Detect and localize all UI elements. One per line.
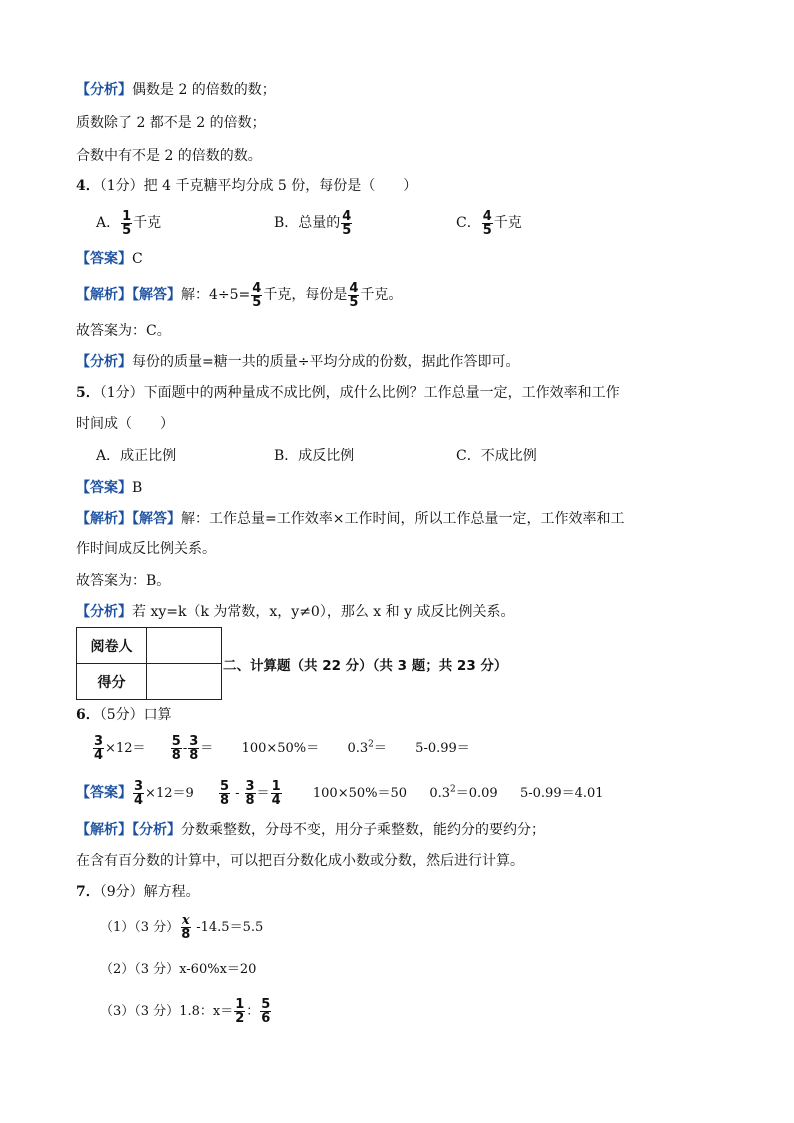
q6-answer-5: 5-0.99＝4.01 [519,786,604,801]
q4-analysis: 【分析】每份的质量=糖一共的质量÷平均分成的份数，据此作答即可。 [76,354,520,370]
q6-items [92,734,470,764]
fraction: $\frac{1}{5}$ [122,208,132,238]
score-table [76,627,222,700]
score-label: 得分 [77,664,147,700]
q5-option-c[interactable]: C．不成比例 [456,448,537,464]
q6-answer-1: $\frac{3}{4}$ ×12＝9 [134,779,194,808]
q6-item-4: $0.3^2=$ [347,739,387,756]
fraction: $\frac{4}{5}$ [482,208,492,238]
analysis-tag: 【分析】 [76,82,132,98]
q7-sub-1: （1）（3 分） $\frac{x}{8}$ -14.5＝5.5 [100,913,264,942]
fraction: $\frac{4}{5}$ [349,280,359,310]
q6-item-2: $\frac{5}{8}$ - $\frac{3}{8}$ ＝ [171,734,214,763]
q4-stem-text: 把 4 千克糖平均分成 5 份，每份是（ ） [143,178,418,194]
q5-number: 5． [76,385,100,401]
q4-option-b[interactable]: B．总量的 $\frac{4}{5}$ [274,208,352,238]
q5-solution-2: 作时间成反比例关系。 [76,541,216,557]
analysis-text: 偶数是 2 的倍数的数； [132,82,276,98]
q6-item-3: 100×50%＝ [241,741,320,756]
q4-solution: 【解析】【解答】解：4÷5= $\frac{4}{5}$ 千克，每份是 $\frac{4}{5}$ 千克。 [76,280,403,310]
q5-solution-1: 【解析】【解答】解：工作总量=工作效率×工作时间，所以工作总量一定，工作效率和工 [76,511,625,527]
q4-number: 4． [76,178,100,194]
q6-answer-2: $\frac{5}{8}$ - $\frac{3}{8}$ ＝ $\frac{1}{4}$ [220,779,281,808]
q5-answer-value: B [132,480,143,496]
q7-sub-3: （3）（3 分）1.8：x＝ $\frac{1}{2}$ ： $\frac{5}{6}$ [100,997,271,1026]
q4-option-a[interactable]: A． $\frac{1}{5}$ 千克 [96,208,162,238]
q5-option-a[interactable]: A．成正比例 [96,448,177,464]
q6-analysis-1: 【解析】【分析】分数乘整数，分母不变，用分子乘整数，能约分的要约分； [76,822,545,838]
q4-answer-value: C [132,251,143,267]
q6-item-1: $\frac{3}{4}$ ×12＝ [94,734,146,763]
section-title: 二、计算题（共 22 分）（共 3 题；共 23 分） [223,658,508,674]
q6-item-5: 5-0.99＝ [415,741,470,756]
q6-number: 6． [76,707,100,723]
q5-score: （1分） [99,385,144,401]
top-analysis-line-1 [76,80,276,100]
q6-score: （5分） [99,707,144,723]
q6-answer-4: $0.3^2=0.09$ [429,784,498,801]
q7-sub-2: （2）（3 分）x-60%x＝20 [100,962,257,977]
q6-answer: 【答案】 $\frac{3}{4}$ ×12＝9 $\frac{5}{8}$ - $\frac{3}{8}$ ＝ $\frac{1}{4}$ 100×50%＝50 $0.3^2=0.09$ 5-0.99＝4.01 [76,779,604,808]
grader-label: 阅卷人 [77,628,147,664]
fraction: $\frac{4}{5}$ [252,280,262,310]
fraction: $\frac{4}{5}$ [342,208,352,238]
top-analysis-line-2: 质数除了 2 都不是 2 的倍数； [76,115,266,131]
score-cell[interactable] [147,664,222,700]
q5-answer: 【答案】B [76,480,143,496]
q4-stem [76,176,417,196]
q5-stem-2: 时间成（ ） [76,416,174,432]
q7-stem: 7．（9分）解方程。 [76,884,200,900]
q6-answer-3: 100×50%＝50 [312,786,408,801]
q4-option-c[interactable]: C． $\frac{4}{5}$ 千克 [456,208,522,238]
grader-cell[interactable] [147,628,222,664]
q4-answer: 【答案】C [76,251,143,267]
q6-analysis-2: 在含有百分数的计算中，可以把百分数化成小数或分数，然后进行计算。 [76,853,524,869]
q5-stem-1: 5．（1分）下面题中的两种量成不成比例，成什么比例？工作总量一定，工作效率和工作 [76,385,620,401]
q7-score: （9分） [99,884,144,900]
q5-analysis: 【分析】若 xy=k（k 为常数，x，y≠0），那么 x 和 y 成反比例关系。 [76,604,515,620]
q7-number: 7． [76,884,100,900]
q5-option-b[interactable]: B．成反比例 [274,448,355,464]
q4-score: （1分） [99,178,144,194]
q4-conclusion: 故答案为：C。 [76,323,171,339]
q6-stem: 6．（5分）口算 [76,707,172,723]
q5-conclusion: 故答案为：B。 [76,573,171,589]
top-analysis-line-3: 合数中有不是 2 的倍数的数。 [76,148,262,164]
